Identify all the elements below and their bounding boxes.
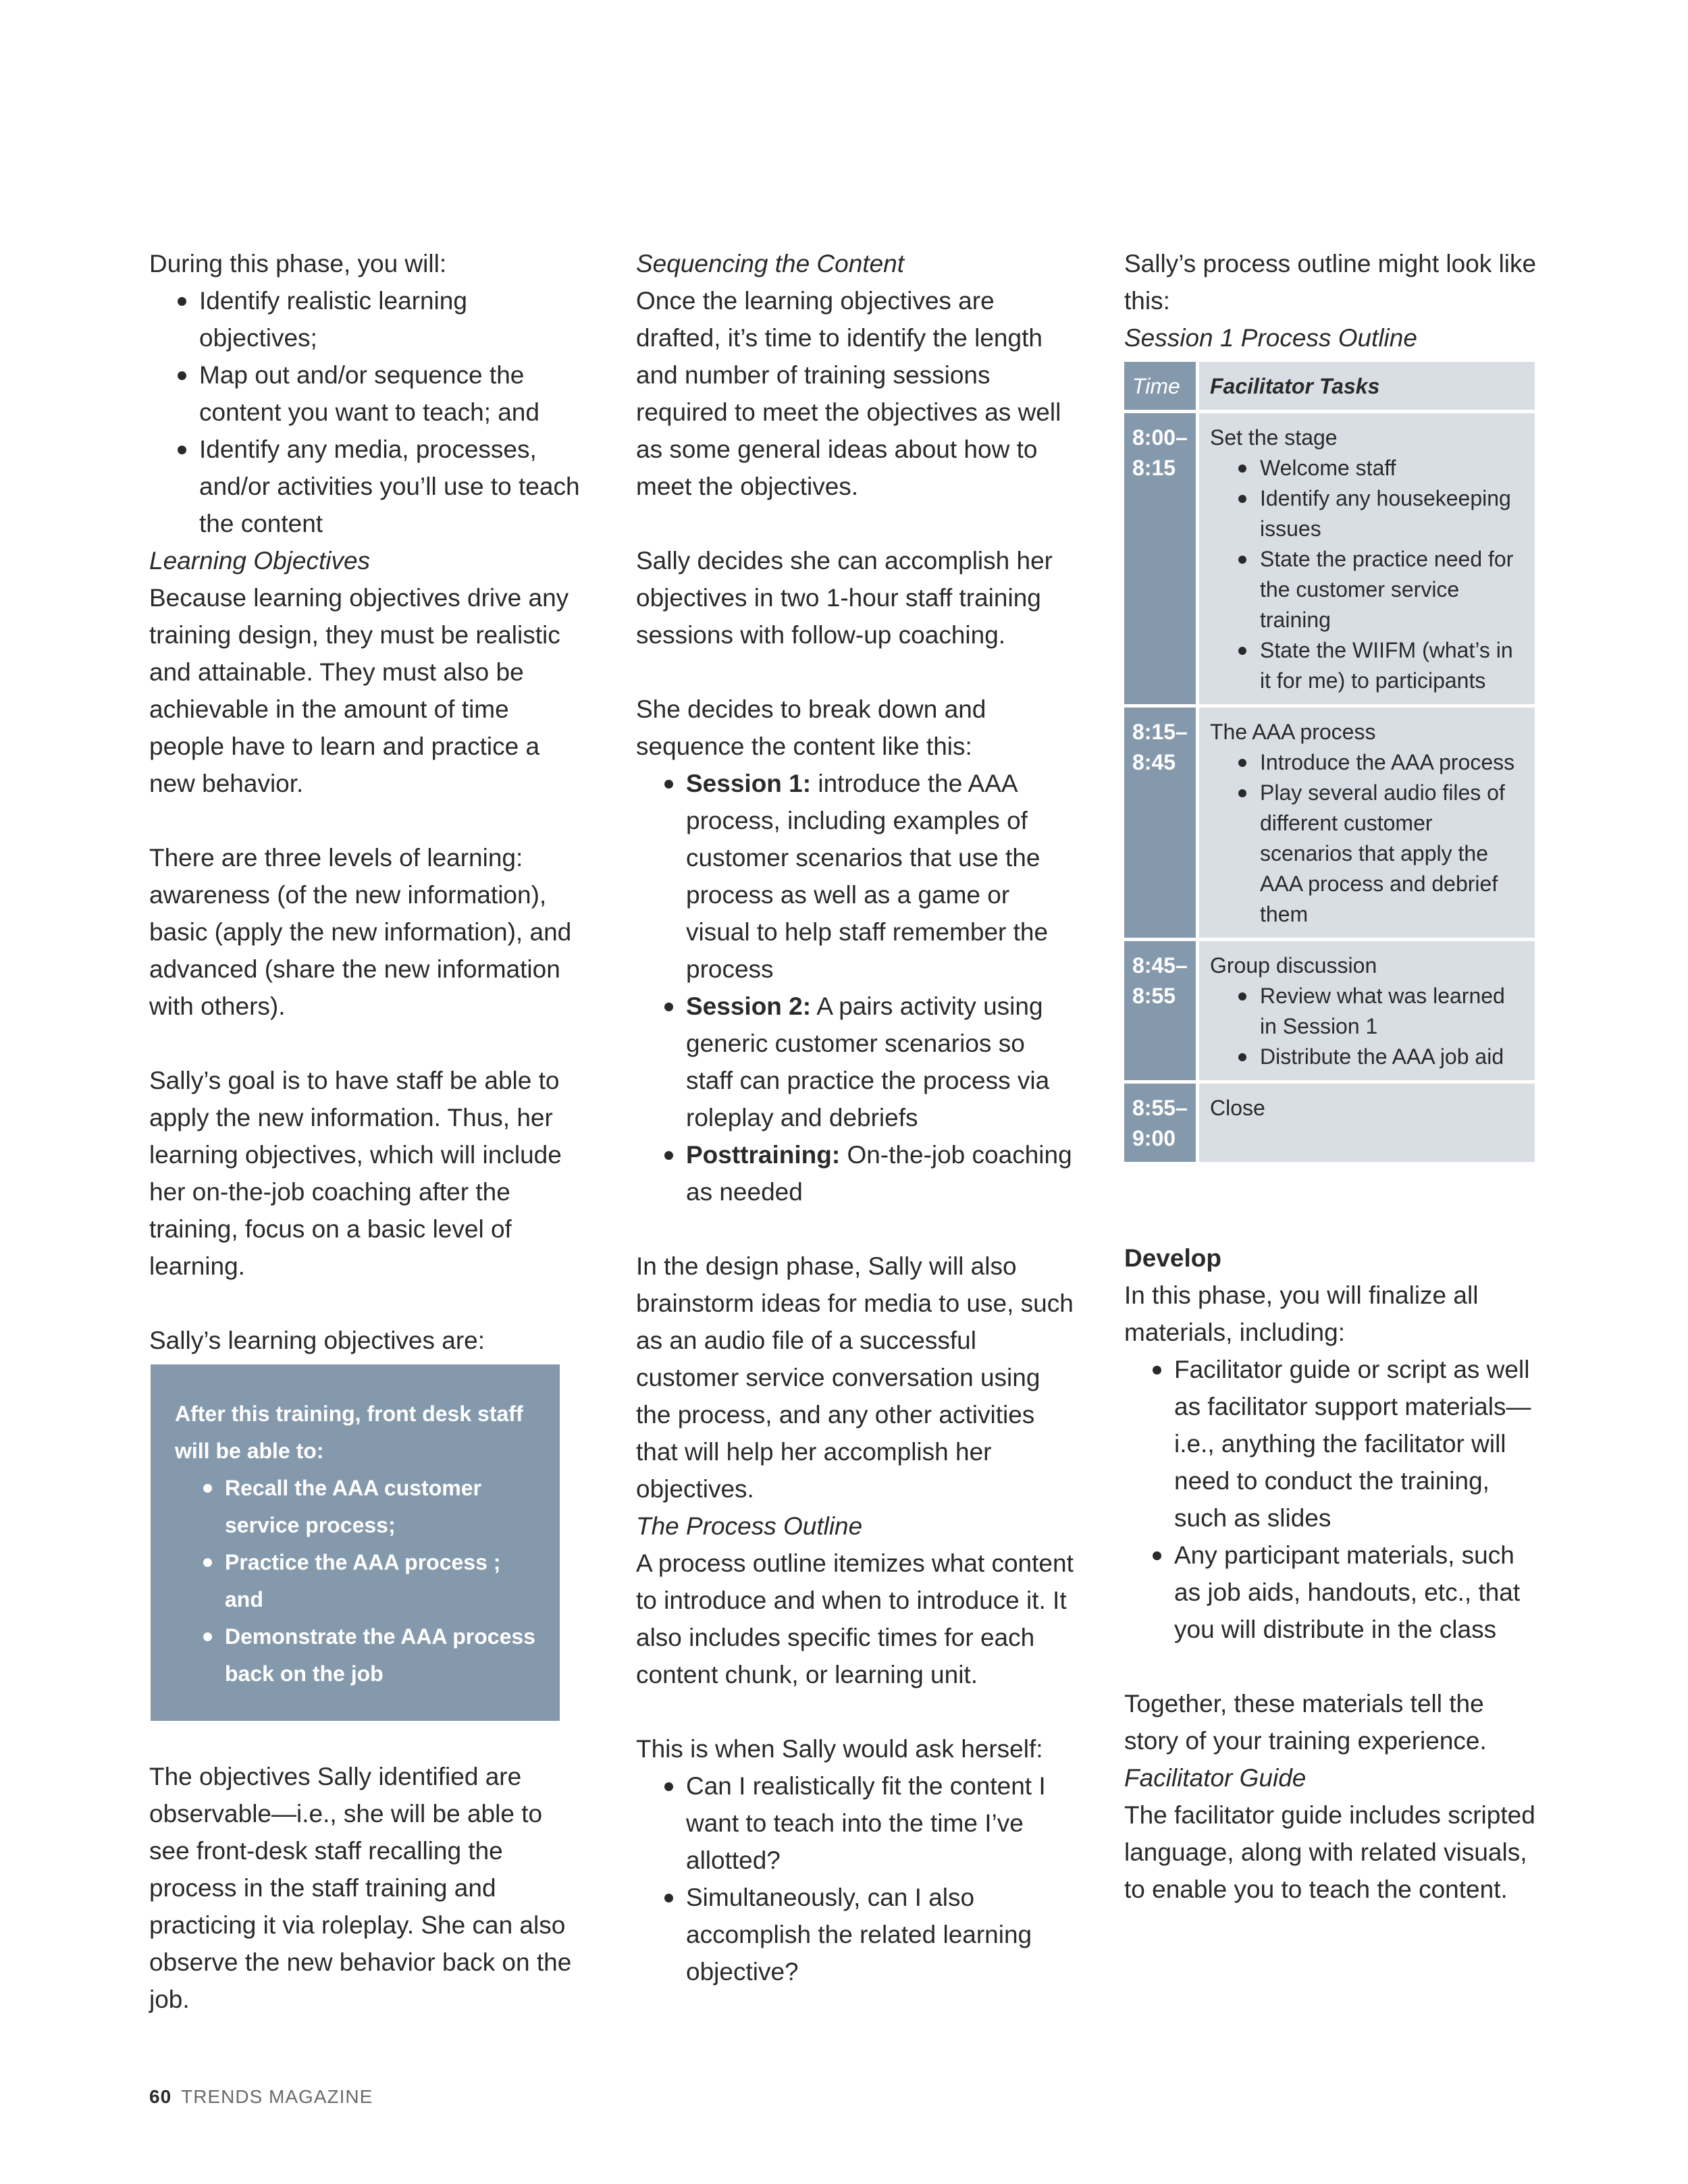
callout-intro: After this training, front desk staff will be able to:	[175, 1402, 523, 1463]
table-row	[1124, 413, 1535, 708]
table-header-time: Time	[1124, 362, 1199, 413]
time-cell: 8:45– 8:55	[1124, 941, 1199, 1084]
paragraph: This is when Sally would ask herself:	[636, 1735, 1043, 1763]
question-bullets	[636, 1767, 1075, 1990]
paragraph: Together, these materials tell the story of your training experience.	[1124, 1690, 1487, 1755]
paragraph: Because learning objectives drive any training design, they must be realistic and attainable. They must also be achievable in the amount of time people have to learn and practice a new behavior.	[149, 584, 569, 797]
session-label: Session 2:	[686, 992, 812, 1020]
paragraph: A process outline itemizes what content to introduce and when to introduce it. It also includes specific times for each content chunk, or learning unit.	[636, 1549, 1074, 1688]
column-left	[149, 245, 581, 2018]
paragraph: Sally’s goal is to have staff be able to apply the new information. Thus, her learning objectives, which will include her on-the-job coaching after the training, focus on a basic level of learning.	[149, 1067, 562, 1280]
tasks-cell	[1199, 941, 1535, 1084]
column-right	[1124, 245, 1543, 1908]
session-label: Posttraining:	[686, 1141, 841, 1169]
list-item	[636, 765, 1075, 988]
list-item: Map out and/or sequence the content you want to teach; and	[149, 356, 581, 431]
publication-name: TRENDS MAGAZINE	[181, 2086, 373, 2107]
time-cell: 8:15– 8:45	[1124, 708, 1199, 941]
paragraph: Sally’s learning objectives are:	[149, 1327, 485, 1354]
list-item: Can I realistically fit the content I want to teach into the time I’ve allotted?	[636, 1767, 1075, 1879]
session-text: introduce the AAA process, including examples of customer scenarios that use the process as well as a game or visual to help staff remember the process	[686, 770, 1049, 983]
task-list	[1210, 981, 1527, 1072]
time-cell: 8:00– 8:15	[1124, 413, 1199, 708]
paragraph: She decides to break down and sequence the content like this:	[636, 695, 986, 760]
list-item	[636, 988, 1075, 1136]
list-item: Identify any media, processes, and/or activities you’ll use to teach the content	[149, 431, 581, 542]
list-item	[636, 1136, 1075, 1210]
phase-intro: During this phase, you will:	[149, 250, 447, 277]
list-item: Distribute the AAA job aid	[1210, 1042, 1527, 1072]
list-item: Identify realistic learning objectives;	[149, 282, 581, 356]
list-item: Play several audio files of different customer scenarios that apply the AAA process and debrief them	[1210, 778, 1527, 930]
list-item: Introduce the AAA process	[1210, 747, 1527, 778]
session-label: Session 1:	[686, 770, 812, 797]
list-item: Review what was learned in Session 1	[1210, 981, 1527, 1042]
page-number: 60	[149, 2086, 172, 2107]
table-row	[1124, 941, 1535, 1084]
task-title: Group discussion	[1210, 953, 1377, 978]
sequencing-heading: Sequencing the Content	[636, 250, 905, 277]
list-item: Facilitator guide or script as well as facilitator support materials—i.e., anything the facilitator will need to conduct the training, such as slides	[1124, 1351, 1543, 1537]
develop-bullets	[1124, 1351, 1543, 1648]
paragraph: In the design phase, Sally will also brainstorm ideas for media to use, such as an audio file of a successful customer service conversation using the process, and any other activities that will help her accomplish her objectives.	[636, 1252, 1074, 1503]
list-item: Any participant materials, such as job aids, handouts, etc., that you will distribute in the class	[1124, 1537, 1543, 1648]
process-outline-heading: The Process Outline	[636, 1512, 863, 1540]
table-title: Session 1 Process Outline	[1124, 324, 1417, 352]
paragraph: In this phase, you will finalize all materials, including:	[1124, 1281, 1479, 1346]
list-item: State the WIIFM (what’s in it for me) to participants	[1210, 635, 1527, 696]
paragraph: There are three levels of learning: awareness (of the new information), basic (apply the new information), and advanced (share the new information with others).	[149, 844, 572, 1020]
callout-bullets	[175, 1470, 535, 1693]
process-outline-table	[1124, 362, 1535, 1165]
session-text: A pairs activity using generic customer scenarios so staff can practice the process via roleplay and debriefs	[686, 992, 1050, 1131]
table-header-row	[1124, 362, 1535, 413]
list-item: State the practice need for the customer service training	[1210, 544, 1527, 635]
task-title: Close	[1210, 1096, 1265, 1120]
learning-objectives-heading: Learning Objectives	[149, 547, 371, 575]
tasks-cell	[1199, 708, 1535, 941]
develop-heading: Develop	[1124, 1244, 1221, 1272]
phase-bullets	[149, 282, 581, 542]
table-header-tasks: Facilitator Tasks	[1199, 362, 1535, 413]
table-row	[1124, 708, 1535, 941]
list-item: Practice the AAA process ; and	[175, 1544, 535, 1618]
table-row	[1124, 1084, 1535, 1165]
tasks-cell	[1199, 1084, 1535, 1165]
time-cell: 8:55– 9:00	[1124, 1084, 1199, 1165]
paragraph: Sally’s process outline might look like this:	[1124, 250, 1537, 315]
session-bullets	[636, 765, 1075, 1210]
task-title: The AAA process	[1210, 720, 1376, 744]
paragraph: The facilitator guide includes scripted language, along with related visuals, to enable you to teach the content.	[1124, 1801, 1535, 1903]
session-text: On-the-job coaching as needed	[686, 1141, 1072, 1206]
objectives-callout-box	[151, 1364, 560, 1721]
paragraph: Sally decides she can accomplish her objectives in two 1-hour staff training sessions with follow-up coaching.	[636, 547, 1053, 649]
task-title: Set the stage	[1210, 425, 1338, 450]
tasks-cell	[1199, 413, 1535, 708]
list-item: Welcome staff	[1210, 453, 1527, 483]
list-item: Recall the AAA customer service process;	[175, 1470, 535, 1544]
column-middle	[636, 245, 1075, 1990]
page-footer	[149, 2086, 373, 2108]
list-item: Simultaneously, can I also accomplish the related learning objective?	[636, 1879, 1075, 1990]
paragraph: Once the learning objectives are drafted, it’s time to identify the length and number of training sessions required to meet the objectives as well as some general ideas about how to meet the objectives.	[636, 287, 1061, 500]
facilitator-guide-heading: Facilitator Guide	[1124, 1764, 1307, 1792]
list-item: Demonstrate the AAA process back on the job	[175, 1618, 535, 1693]
task-list	[1210, 747, 1527, 930]
task-list	[1210, 453, 1527, 696]
list-item: Identify any housekeeping issues	[1210, 483, 1527, 544]
paragraph: The objectives Sally identified are observable—i.e., she will be able to see front-desk staff recalling the process in the staff training and practicing it via roleplay. She can also observe the new behavior back on the job.	[149, 1763, 572, 2013]
